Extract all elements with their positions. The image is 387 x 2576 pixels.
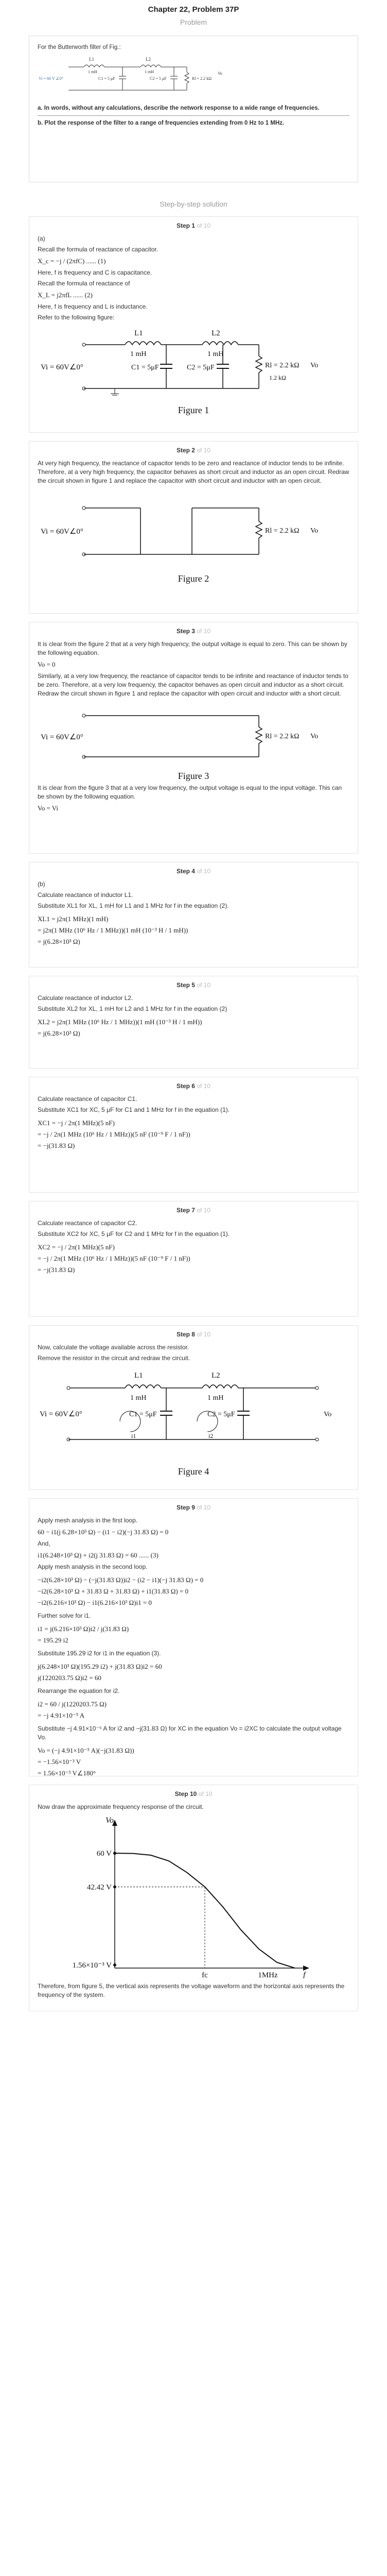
divider: [38, 115, 349, 116]
step-text: Substitute XC2 for XC, 5 μF for C2 and 1 MHz for f in the equation (1).: [38, 1230, 230, 1238]
label-C1: C1 = 5 μF: [98, 76, 115, 81]
label-L2v: 1 mH: [207, 350, 224, 358]
label-L2: L2: [212, 329, 220, 337]
step-text: Here, f is frequency and C is capacitance.: [38, 269, 152, 276]
formula: Vo = 0: [38, 660, 56, 668]
step-text: Now, calculate the voltage available across the resistor.: [38, 1344, 189, 1351]
step-header: [38, 981, 349, 989]
frequency-response-chart: [38, 1814, 346, 1978]
step-num: Step 1: [176, 222, 195, 229]
step-text: Apply mesh analysis in the first loop.: [38, 1517, 138, 1524]
x-axis-arrow: [303, 1965, 309, 1971]
step-text: Substitute XL2 for XL, 1 mH for L2 and 1 MHz for f in the equation (2): [38, 1005, 227, 1012]
step-num: Step 5: [176, 981, 195, 989]
step-9: [29, 1498, 358, 1776]
formula: j(1220203.75 Ω)i2 = 60: [38, 1674, 101, 1682]
chapter-title: Chapter 22, Problem 37P: [148, 5, 239, 14]
step-text: Calculate reactance of capacitor C2.: [38, 1219, 137, 1227]
step-text: Now draw the approximate frequency response of the circuit.: [38, 1803, 204, 1810]
step-text: Substitute XC1 for XC, 5 μF for C1 and 1 MHz for f in the equation (1).: [38, 1106, 230, 1113]
x-tick-label: fc: [202, 1971, 208, 1978]
label-Rl: Rl = 2.2 kΩ: [192, 76, 212, 81]
step-of: of 10: [198, 1790, 213, 1798]
step-text: (b): [38, 880, 45, 888]
label-L1v: 1 mH: [130, 350, 147, 358]
formula: Vo = Vi: [38, 804, 59, 812]
step-of: of 10: [197, 868, 211, 875]
step-num: Step 4: [176, 868, 195, 875]
figure-caption: Figure 3: [178, 771, 209, 781]
label-L1: L1: [134, 1371, 143, 1380]
label-R: Rl = 2.2 kΩ: [265, 733, 300, 740]
step-text: Rearrange the equation for i2.: [38, 1687, 120, 1694]
label-L1v: 1 mH: [130, 1394, 147, 1402]
label-Vi: Vi = 60V∠0°: [41, 733, 83, 741]
step-text: Recall the formula of reactance of: [38, 280, 130, 287]
step-header: [38, 1790, 349, 1798]
formula: 60 − i1(j 6.28×10³ Ω) − (i1 − i2)(−j 31.83 Ω) = 0: [38, 1528, 169, 1536]
step-header: [38, 1504, 349, 1511]
label-R: Rl = 2.2 kΩ: [265, 362, 300, 369]
step-text: Similarly, at a very low frequency, the reactance of capacitor tends to be infinite and reactance of inductor tends to be zero. Therefore, at a very low frequency, the capacitor behaves as open circuit and inductor as a short circuit. Redraw the circuit shown in figure 1 and replace the capacitor with open circuit and inductor with a short circuit.: [38, 672, 348, 697]
problem-prompt: For the Butterworth filter of Fig.:: [38, 44, 121, 50]
formula: XC2 = −j / 2π(1 MHz)(5 nF): [38, 1243, 115, 1251]
step-4: [29, 862, 358, 968]
step-text: Therefore, from figure 5, the vertical axis represents the voltage waveform and the horizontal axis represents the frequency of the system.: [38, 1982, 345, 1998]
label-Vi: Vi = 60V∠0°: [40, 1410, 82, 1418]
step-header: [38, 222, 349, 229]
step-of: of 10: [197, 222, 211, 229]
step-7: [29, 1201, 358, 1317]
formula: j(6.248×10³ Ω)(195.29 i2) + j(31.83 Ω)i2 = 60: [38, 1663, 162, 1670]
step-text: Here, f is frequency and L is inductance.: [38, 303, 148, 310]
x-tick-label: 1MHz: [258, 1971, 278, 1978]
circuit-figure-4: [38, 1365, 346, 1463]
formula: −i2(6.28×10³ Ω) − (−j(31.83 Ω))i2 − (i2 − i1)(−j 31.83 Ω) = 0: [38, 1576, 204, 1584]
step-3: [29, 622, 358, 854]
step-text: Remove the resistor in the circuit and redraw the circuit.: [38, 1354, 190, 1362]
step-2: [29, 441, 358, 614]
step-num: Step 2: [176, 447, 195, 454]
formula: = −1.56×10⁻³ V: [38, 1758, 81, 1766]
circuit-figure-1: [38, 324, 346, 401]
figure-caption: Figure 1: [178, 405, 209, 415]
y-tick-label: 42.42 V: [86, 1883, 112, 1892]
step-header: [38, 447, 349, 454]
step-8: [29, 1325, 358, 1490]
figure-caption: Figure 4: [178, 1466, 209, 1477]
step-text: Substitute 195.29 i2 for i1 in the equation (3).: [38, 1650, 161, 1657]
step-header: [38, 868, 349, 875]
formula: = 1.56×10⁻³ V∠180°: [38, 1769, 96, 1777]
response-curve: [115, 1853, 295, 1968]
step-of: of 10: [197, 1331, 211, 1338]
step-5: [29, 976, 358, 1069]
step-text: Substitute −j 4.91×10⁻⁵ A for i2 and −j(31.83 Ω) for XC in the equation Vo = i2XC to calculate the output voltage Vo.: [38, 1725, 342, 1741]
label-L1: L1: [134, 329, 143, 337]
label-Vi: Vi = 60V∠0°: [41, 363, 83, 371]
label-C2: C2 = 5μF: [187, 364, 215, 371]
problem-card: [29, 36, 358, 182]
step-text: It is clear from the figure 2 that at a very high frequency, the output voltage is equal to zero. This can be shown by the following equation.: [38, 640, 347, 656]
formula: = −j(31.83 Ω): [38, 1142, 75, 1149]
solution-label: Step-by-step solution: [160, 200, 227, 208]
problem-circuit: [38, 52, 362, 100]
label-Vi: Vi = 60V∠0°: [41, 528, 83, 536]
formula: = −j / 2π(1 MHz (10⁶ Hz / 1 MHz))(5 nF (10⁻⁹ F / 1 nF)): [38, 1255, 190, 1262]
circuit-figure-3: [38, 700, 346, 767]
formula: = −j(31.83 Ω): [38, 1266, 75, 1274]
step-of: of 10: [197, 1082, 211, 1090]
step-6: [29, 1077, 358, 1193]
formula: i1(6.248×10³ Ω) + i2(j 31.83 Ω) = 60 ...... (3): [38, 1551, 159, 1559]
step-text: At very high frequency, the reactance of capacitor tends to be zero and reactance of inductor tends to be infinite. Therefore, at a very high frequency, the capacitor behaves as short circuit and inductor as an open circuit. Redraw the circuit shown in figure 1 and replace the capacitor with short circuit and inductor with an open circuit.: [38, 460, 349, 484]
y-tick-label: 1.56×10⁻³ V: [72, 1961, 112, 1970]
x-axis-label: f: [303, 1971, 306, 1978]
formula: XC1 = −j / 2π(1 MHz)(5 nF): [38, 1119, 115, 1127]
step-text: Recall the formula of reactance of capacitor.: [38, 246, 159, 253]
step-of: of 10: [197, 1504, 211, 1511]
problem-label: Problem: [180, 18, 207, 26]
formula: = 195.29 i2: [38, 1636, 68, 1644]
step-num: Step 3: [176, 628, 195, 635]
step-of: of 10: [197, 1207, 211, 1214]
label-C2: C2 = 5μF: [207, 1411, 235, 1418]
formula: −i2(6.216×10³ Ω) − i1(6.216×10³ Ω)i1 = 0: [38, 1599, 152, 1606]
label-i1: i1: [131, 1432, 136, 1439]
y-tick-marker: [113, 1963, 116, 1967]
label-L2: L2: [212, 1371, 220, 1380]
step-of: of 10: [197, 447, 211, 454]
step-num: Step 8: [176, 1331, 195, 1338]
figure-caption: Figure 2: [178, 573, 209, 584]
label-L1: L1: [89, 57, 94, 62]
formula: −i2(6.28×10³ Ω + 31.83 Ω + 31.83 Ω) + i1(31.83 Ω) = 0: [38, 1587, 189, 1595]
label-C1: C1 = 5μF: [129, 1411, 157, 1418]
circuit-figure-2: [38, 487, 346, 570]
label-Vo: Vo: [310, 733, 319, 740]
label-Rv: 1.2 kΩ: [269, 374, 286, 381]
step-text: Calculate reactance of capacitor C1.: [38, 1095, 137, 1103]
step-text: Calculate reactance of inductor L2.: [38, 994, 133, 1002]
step-num: Step 9: [176, 1504, 195, 1511]
step-text: Further solve for i1.: [38, 1612, 91, 1619]
formula: i2 = 60 / j(1220203.75 Ω): [38, 1700, 107, 1708]
step-text: Refer to the following figure:: [38, 314, 115, 321]
formula: X_c = −j / (2πfC) ...... (1): [38, 257, 106, 265]
step-header: [38, 628, 349, 635]
step-header: [38, 1082, 349, 1090]
formula: XL2 = j2π(1 MHz (10⁶ Hz / 1 MHz))(1 mH (10⁻³ H / 1 mH)): [38, 1018, 202, 1026]
step-text: (a): [38, 235, 45, 242]
label-Vo: Vo: [310, 362, 319, 369]
step-header: [38, 1207, 349, 1214]
formula: = −j / 2π(1 MHz (10⁶ Hz / 1 MHz))(5 nF (10⁻⁹ F / 1 nF)): [38, 1130, 190, 1138]
label-L2: L2: [146, 57, 151, 62]
label-Vo: Vo: [324, 1411, 332, 1418]
formula: i1 = j(6.216×10³ Ω)i2 / j(31.83 Ω): [38, 1625, 129, 1633]
step-num: Step 7: [176, 1207, 195, 1214]
formula: Vo = (−j 4.91×10⁻⁵ A)(−j(31.83 Ω)): [38, 1747, 134, 1754]
step-num: Step 10: [174, 1790, 197, 1798]
step-header: [38, 1331, 349, 1338]
label-L1v: 1 mH: [88, 70, 97, 74]
step-of: of 10: [197, 628, 211, 635]
y-tick-label: 60 V: [96, 1850, 112, 1858]
y-axis-label: Vo: [105, 1816, 114, 1825]
label-Vo: Vo: [310, 527, 319, 535]
step-num: Step 6: [176, 1082, 195, 1090]
step-text: It is clear from the figure 3 that at a very low frequency, the output voltage is equal to the input voltage. This can be shown by the following equation.: [38, 784, 342, 800]
step-text: And,: [38, 1540, 50, 1547]
label-Vo: Vo: [218, 71, 222, 76]
label-L2v: 1 mH: [145, 70, 154, 74]
step-text: Apply mesh analysis in the second loop.: [38, 1563, 148, 1570]
step-text: Substitute XL1 for XL, 1 mH for L1 and 1 MHz for f in the equation (2).: [38, 902, 229, 909]
formula: = j(6.28×10³ Ω): [38, 938, 80, 945]
formula: = j2π(1 MHz (10⁶ Hz / 1 MHz))(1 mH (10⁻³ H / 1 mH)): [38, 926, 188, 934]
label-C1: C1 = 5μF: [131, 364, 159, 371]
label-Vi: Vi = 60 V ∠0°: [39, 76, 63, 81]
label-L2v: 1 mH: [207, 1394, 224, 1402]
problem-part-a: a. In words, without any calculations, describe the network response to a wide range of frequencies.: [38, 105, 320, 111]
label-R: Rl = 2.2 kΩ: [265, 527, 300, 535]
step-1: [29, 216, 358, 433]
step-10: [29, 1785, 358, 2011]
problem-part-b: b. Plot the response of the filter to a range of frequencies extending from 0 Hz to 1 MHz.: [38, 120, 285, 126]
step-of: of 10: [197, 981, 211, 989]
formula: = j(6.28×10³ Ω): [38, 1029, 80, 1037]
label-C2: C2 = 5 μF: [150, 76, 167, 81]
label-i2: i2: [208, 1432, 214, 1439]
step-text: Calculate reactance of inductor L1.: [38, 891, 133, 899]
formula: X_L = j2πfL ...... (2): [38, 291, 93, 299]
formula: = −j 4.91×10⁻⁵ A: [38, 1711, 85, 1719]
formula: XL1 = j2π(1 MHz)(1 mH): [38, 915, 109, 923]
